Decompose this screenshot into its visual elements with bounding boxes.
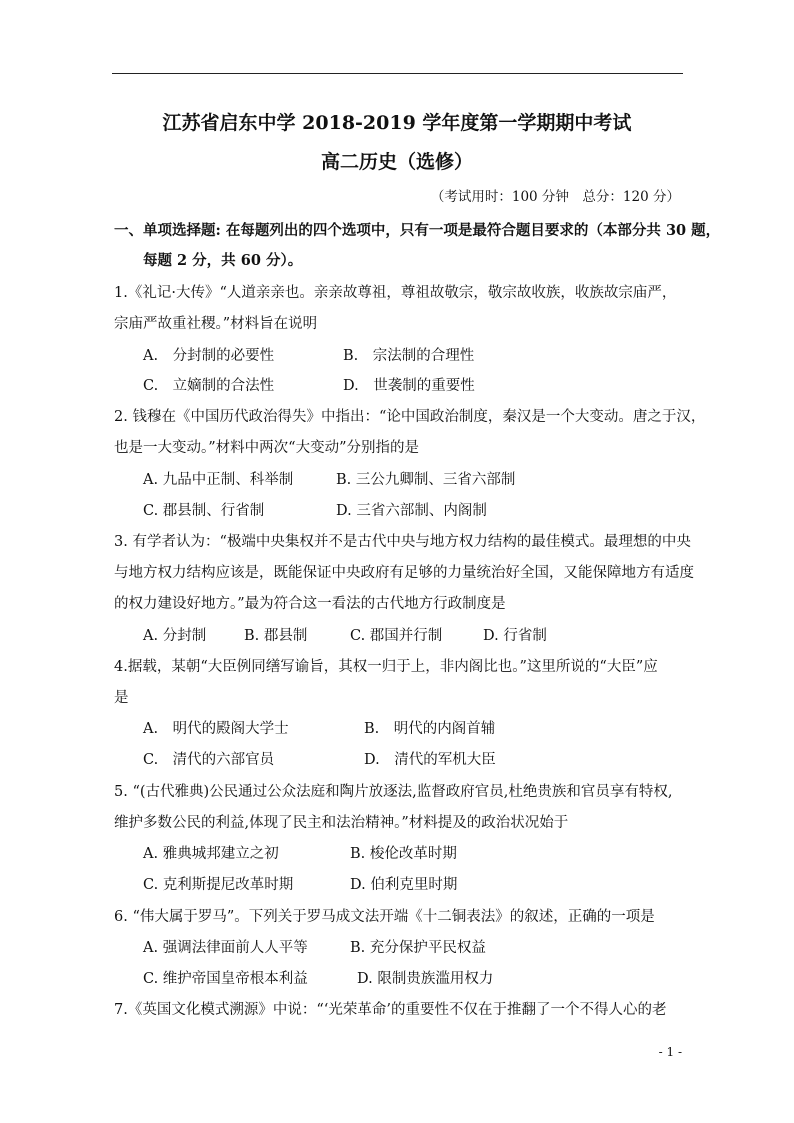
option-a: A. 分封制: [143, 628, 207, 644]
question-text: 维护多数公民的利益,体现了民主和法治精神。”材料提及的政治状况始于: [114, 815, 569, 831]
option-b: B. 郡县制: [244, 628, 308, 644]
exam-title: 江苏省启东中学 2018-2019 学年度第一学期期中考试: [162, 112, 632, 134]
question-text: 是: [114, 690, 129, 706]
option-c: C. 郡国并行制: [350, 628, 443, 644]
option-b: B. 充分保护平民权益: [350, 940, 486, 956]
option-d: D. 伯利克里时期: [350, 877, 458, 893]
option-b: B. 三公九卿制、三省六部制: [336, 472, 516, 488]
option-b: B. 梭伦改革时期: [350, 846, 457, 862]
option-d: D. 限制贵族滥用权力: [357, 971, 494, 987]
option-d: D. 清代的军机大臣: [364, 752, 496, 768]
option-c: C. 立嫡制的合法性: [143, 378, 275, 394]
option-a: A. 强调法律面前人人平等: [143, 940, 308, 956]
option-d: D. 三省六部制、内阁制: [336, 503, 487, 519]
option-d: D. 行省制: [483, 628, 547, 644]
exam-subtitle: 高二历史（选修）: [320, 151, 473, 173]
question-text: 也是一大变动。”材料中两次“大变动”分别指的是: [114, 440, 419, 456]
option-d: D. 世袭制的重要性: [343, 378, 475, 394]
question-text: 宗庙严故重社稷。”材料旨在说明: [114, 316, 318, 332]
question-text: 的权力建设好地方。”最为符合这一看法的古代地方行政制度是: [114, 596, 506, 612]
option-a: A. 九品中正制、科举制: [143, 472, 294, 488]
question-text: 6. “伟大属于罗马”。下列关于罗马成文法开端《十二铜表法》的叙述，正确的一项是: [114, 909, 655, 925]
question-text: 7.《英国文化模式溯源》中说：“‘光荣革命’的重要性不仅在于推翻了一个不得人心的老: [114, 1002, 667, 1018]
question-text: 2. 钱穆在《中国历代政治得失》中指出：“论中国政治制度，秦汉是一个大变动。唐之于汉，: [114, 409, 706, 425]
header-rule: [112, 73, 683, 74]
option-c: C. 清代的六部官员: [143, 752, 275, 768]
section-heading-line-2: 每题 2 分，共 60 分）。: [143, 252, 303, 269]
question-text: 1.《礼记·大传》“人道亲亲也。亲亲故尊祖，尊祖故敬宗，敬宗故收族，收族故宗庙严，: [114, 285, 677, 301]
question-text: 5. “(古代雅典)公民通过公众法庭和陶片放逐法,监督政府官员,杜绝贵族和官员享有特权,: [114, 784, 673, 800]
option-a: A. 分封制的必要性: [143, 348, 275, 364]
option-a: A. 明代的殿阁大学士: [143, 721, 289, 737]
question-text: 与地方权力结构应该是，既能保证中央政府有足够的力量统治好全国，又能保障地方有适度: [114, 565, 694, 581]
exam-info: （考试用时：100 分钟 总分：120 分）: [430, 189, 680, 205]
question-text: 4.据载，某朝“大臣例同缮写谕旨，其权一归于上，非内阁比也。”这里所说的“大臣”应: [114, 659, 658, 675]
option-c: C. 克利斯提尼改革时期: [143, 877, 294, 893]
option-a: A. 雅典城邦建立之初: [143, 846, 279, 862]
option-b: B. 宗法制的合理性: [343, 348, 475, 364]
option-c: C. 维护帝国皇帝根本利益: [143, 971, 308, 987]
question-text: 3. 有学者认为：“极端中央集权并不是古代中央与地方权力结构的最佳模式。最理想的中央: [114, 534, 691, 550]
option-c: C. 郡县制、行省制: [143, 503, 265, 519]
page-number: - 1 -: [658, 1045, 682, 1059]
section-heading-line-1: 一、单项选择题: 在每题列出的四个选项中，只有一项是最符合题目要求的（本部分共 30 题，: [114, 222, 721, 239]
option-b: B. 明代的内阁首辅: [364, 721, 496, 737]
